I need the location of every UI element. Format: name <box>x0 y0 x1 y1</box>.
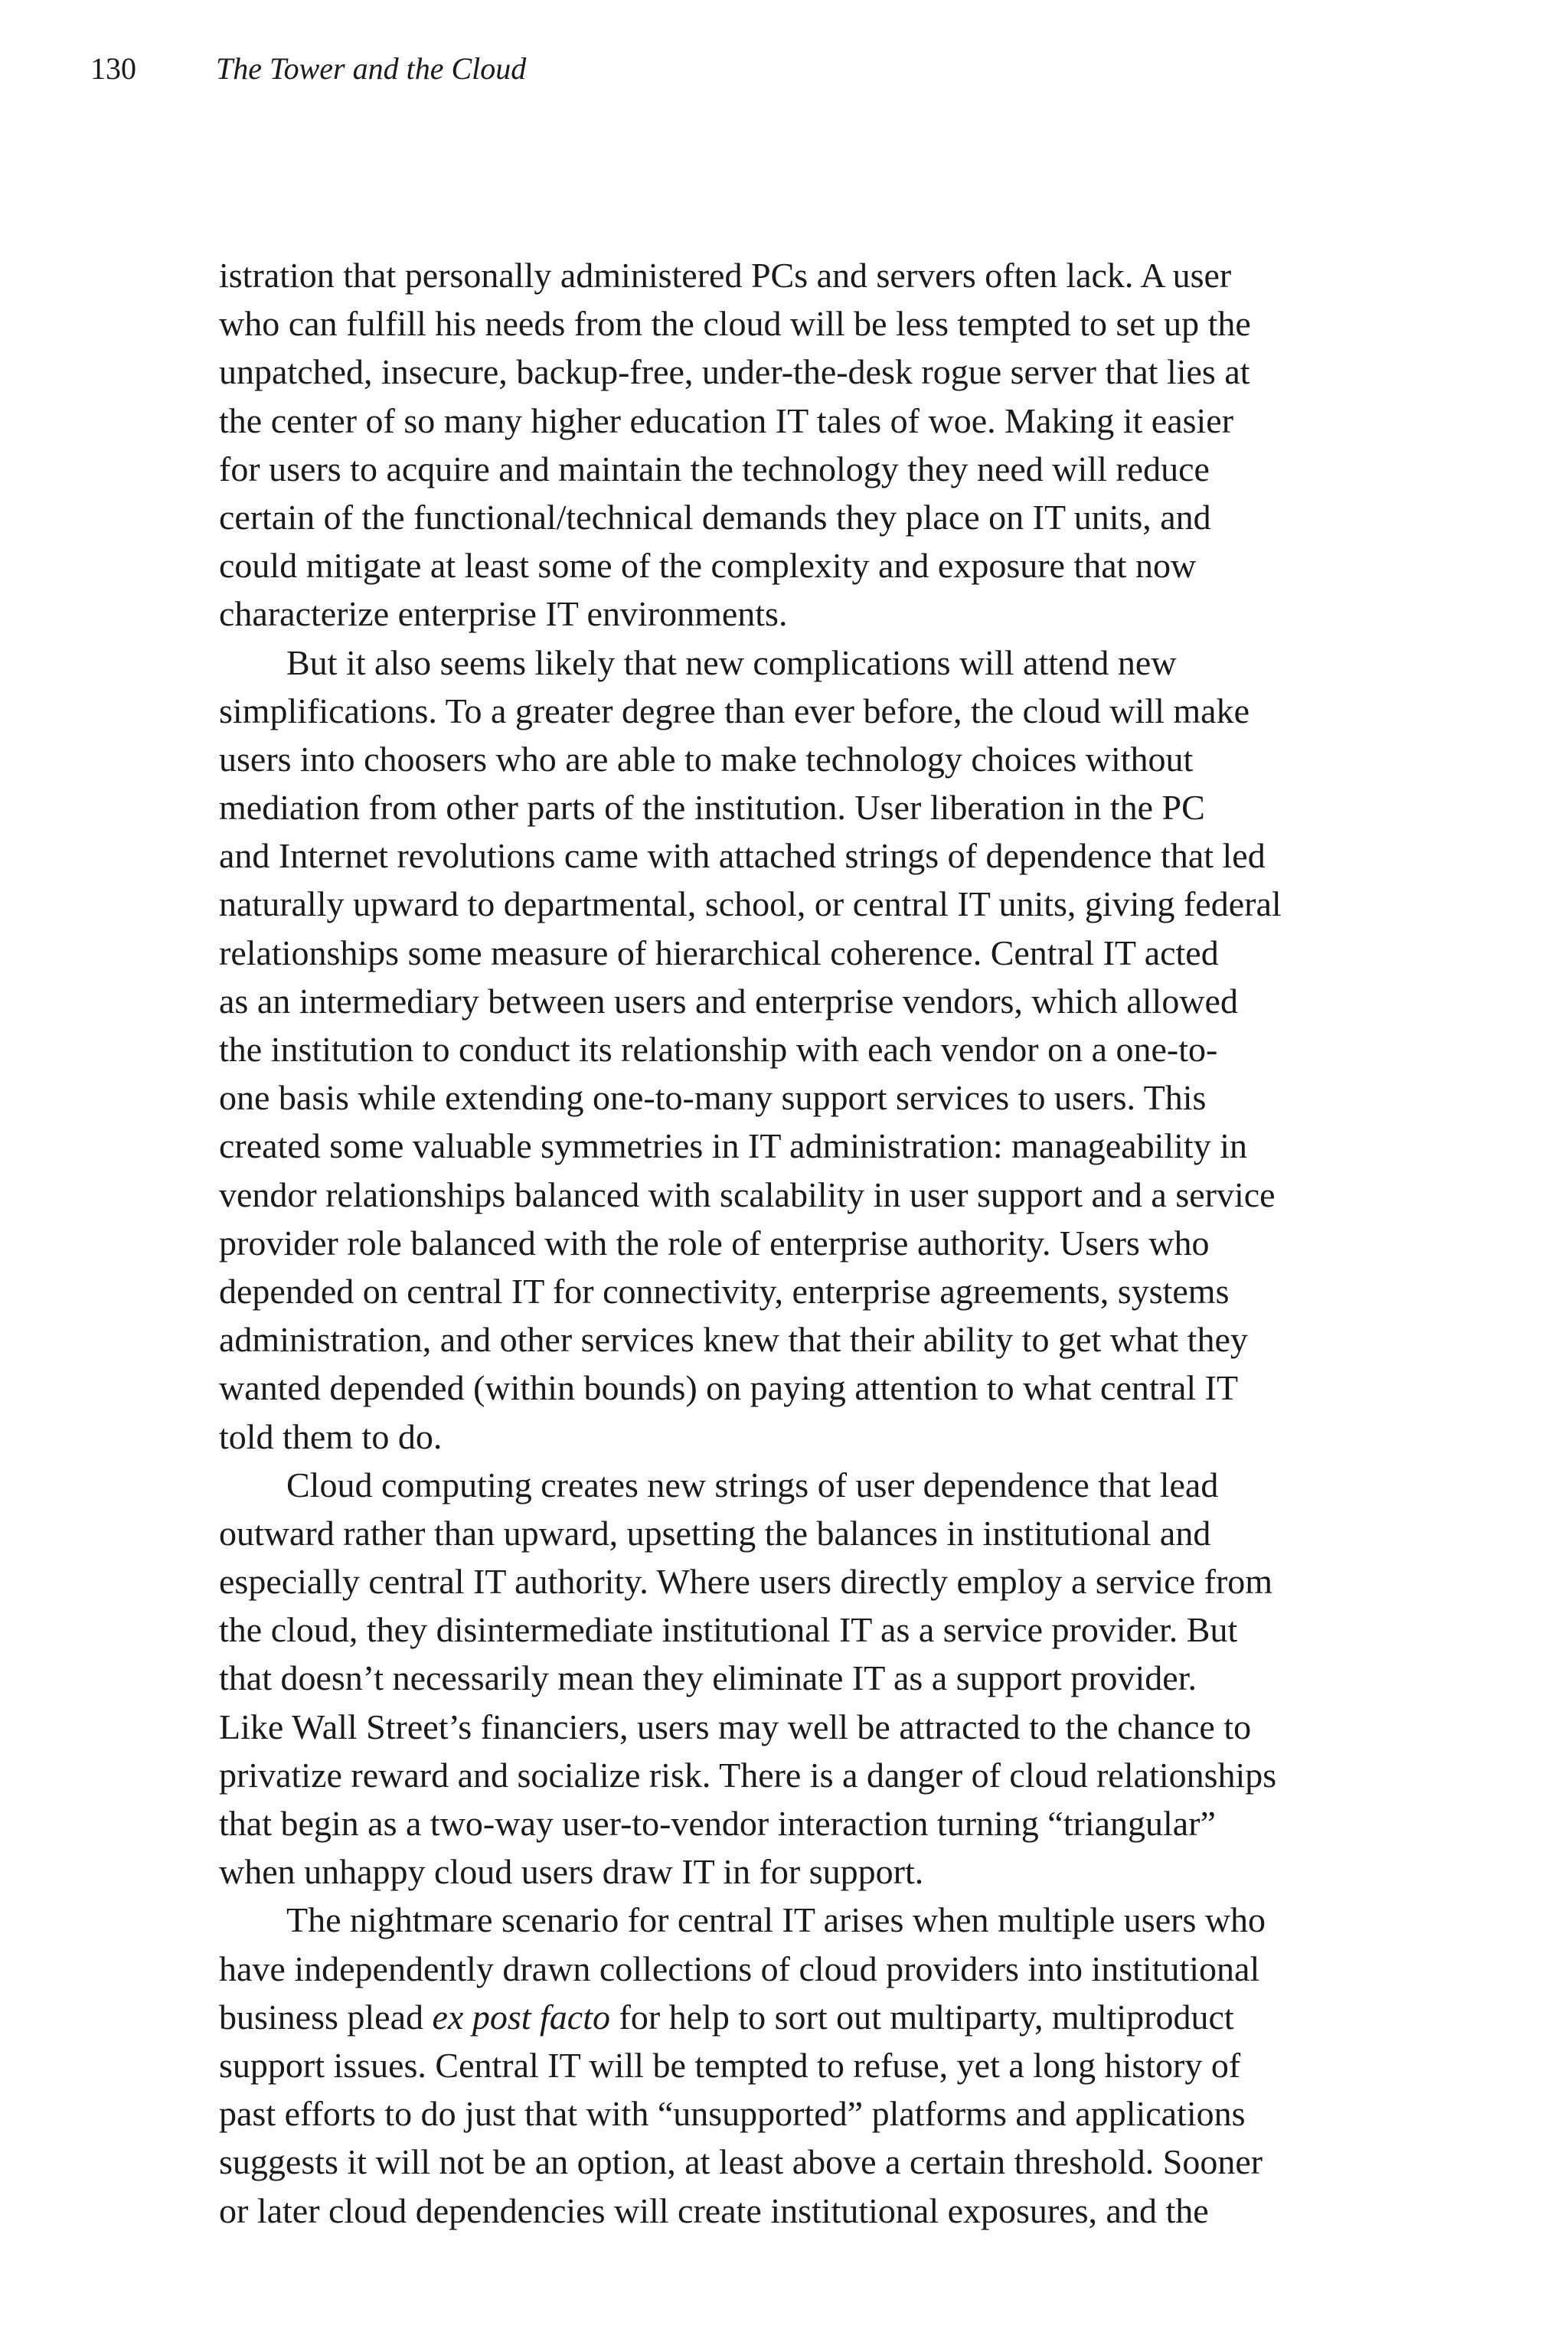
text-line: Like Wall Street’s financiers, users may well be attracted to the chance to <box>219 1707 1252 1746</box>
text-line: relationships some measure of hierarchical coherence. Central IT acted <box>219 933 1219 972</box>
text-line: support issues. Central IT will be tempted to refuse, yet a long history of <box>219 2045 1241 2085</box>
text-line: mediation from other parts of the institution. User liberation in the PC <box>219 788 1205 828</box>
text-line: provider role balanced with the role of enterprise authority. Users who <box>219 1223 1210 1263</box>
text-line: certain of the functional/technical demands they place on IT units, and <box>219 497 1211 537</box>
paragraph-start-line: Cloud computing creates new strings of user dependence that lead <box>286 1465 1219 1504</box>
text-line: as an intermediary between users and enterprise vendors, which allowed <box>219 981 1238 1021</box>
text-line: that begin as a two-way user-to-vendor interaction turning “triangular” <box>219 1804 1216 1843</box>
text-line-with-italic <box>219 1993 1367 2041</box>
text-line: naturally upward to departmental, school, or central IT units, giving federal <box>219 884 1282 924</box>
text-span: for help to sort out multiparty, multiproduct <box>610 1997 1234 2037</box>
text-line: administration, and other services knew that their ability to get what they <box>219 1320 1248 1360</box>
text-line: vendor relationships balanced with scalability in user support and a service <box>219 1174 1276 1214</box>
text-line: the cloud, they disintermediate institutional IT as a service provider. But <box>219 1610 1238 1650</box>
text-line: and Internet revolutions came with attached strings of dependence that led <box>219 836 1266 876</box>
text-line: especially central IT authority. Where users directly employ a service from <box>219 1562 1273 1602</box>
text-line: that doesn’t necessarily mean they eliminate IT as a support provider. <box>219 1658 1197 1698</box>
text-line: past efforts to do just that with “unsupported” platforms and applications <box>219 2094 1246 2134</box>
text-line: simplifications. To a greater degree than ever before, the cloud will make <box>219 691 1250 730</box>
text-line: for users to acquire and maintain the technology they need will reduce <box>219 449 1210 488</box>
text-line: when unhappy cloud users draw IT in for support. <box>219 1852 924 1892</box>
text-line: privatize reward and socialize risk. There is a danger of cloud relationships <box>219 1755 1277 1795</box>
italic-phrase: ex post facto <box>432 1997 611 2037</box>
text-line: or later cloud dependencies will create institutional exposures, and the <box>219 2190 1209 2230</box>
page-number: 130 <box>90 51 136 86</box>
text-line: the center of so many higher education IT tales of woe. Making it easier <box>219 400 1234 440</box>
text-line: users into choosers who are able to make technology choices without <box>219 739 1194 779</box>
text-line: depended on central IT for connectivity, enterprise agreements, systems <box>219 1271 1230 1311</box>
running-head <box>90 47 526 90</box>
text-line: suggests it will not be an option, at least above a certain threshold. Sooner <box>219 2142 1263 2182</box>
text-line: who can fulfill his needs from the cloud will be less tempted to set up the <box>219 304 1251 344</box>
text-line: characterize enterprise IT environments. <box>219 594 788 634</box>
text-line: told them to do. <box>219 1416 443 1456</box>
text-line: unpatched, insecure, backup-free, under-the-desk rogue server that lies at <box>219 352 1250 392</box>
text-line: istration that personally administered PCs and servers often lack. A user <box>219 256 1232 295</box>
text-line: outward rather than upward, upsetting the balances in institutional and <box>219 1513 1211 1553</box>
text-line: could mitigate at least some of the complexity and exposure that now <box>219 546 1197 586</box>
paragraph-start-line: But it also seems likely that new complications will attend new <box>286 642 1177 682</box>
running-title: The Tower and the Cloud <box>216 51 527 86</box>
text-line: created some valuable symmetries in IT administration: manageability in <box>219 1126 1247 1166</box>
text-span: business plead <box>219 1997 433 2037</box>
body-text <box>219 251 1367 2235</box>
text-line: one basis while extending one-to-many support services to users. This <box>219 1078 1207 1118</box>
text-line: the institution to conduct its relationship with each vendor on a one-to- <box>219 1030 1218 1069</box>
paragraph-start-line: The nightmare scenario for central IT arises when multiple users who <box>286 1900 1266 1940</box>
text-line: have independently drawn collections of cloud providers into institutional <box>219 1949 1260 1988</box>
text-line: wanted depended (within bounds) on paying attention to what central IT <box>219 1368 1239 1408</box>
